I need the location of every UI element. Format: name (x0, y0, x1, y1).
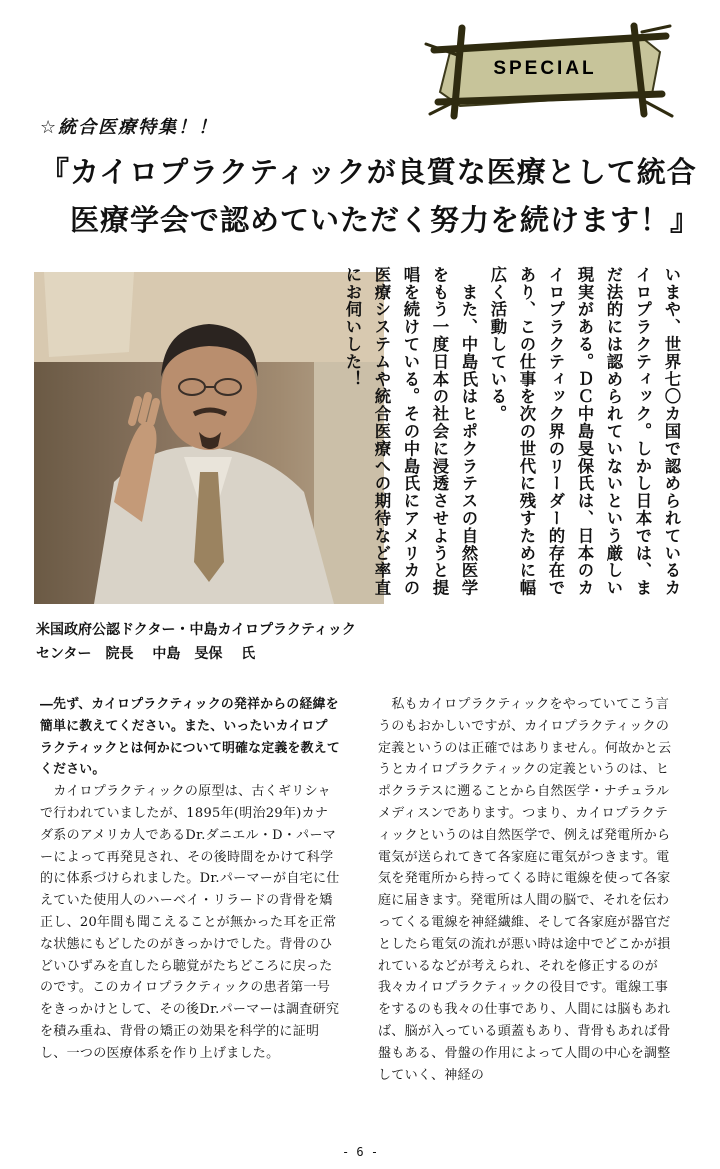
caption-line-2: センター 院長 中島 旻保 氏 (36, 646, 256, 662)
article-column-right (378, 694, 678, 1086)
lead-text (343, 266, 686, 602)
answer-left-text: カイロプラクティックの原型は、古くギリシャで行われていましたが、1895年(明治29年)カナダ系のアメリカ人であるDr.ダニエル・D・パーマーによって再発見され、その後時間をかけて科学的に体系づけられました。Dr.パーマーが自宅に仕えていた使用人のハーベイ・リラードの背骨を矯正し、20年間も聞こえることが無かった耳を正常な状態にもどしたのがきっかけでした。背骨のひどいひずみを直したら聴覚がたちどころに戻ったのです。このカイロプラクティックの患者第一号をきっかけとして、その後Dr.パーマーは調査研究を積み重ね、背骨の矯正の効果を科学的に証明し、一つの医療体系を作り上げました。 (40, 784, 340, 1061)
feature-kicker: ☆統合医療特集！！ (40, 117, 219, 138)
headline (40, 148, 700, 244)
headline-line-2: 医療学会で認めていただく努力を続けます！』 (70, 203, 701, 237)
page-number: - 6 - (341, 1145, 379, 1159)
lead-paragraph-2 (338, 266, 483, 602)
special-badge (420, 22, 675, 120)
headline-line-1: 『カイロプラクティックが良質な医療として統合 (40, 155, 697, 189)
portrait-photo (34, 272, 384, 604)
article-column-left (40, 694, 340, 1065)
answer-right-text: 私もカイロプラクティックをやっていてこう言うのもおかしいですが、カイロプラクティックの定義というのは正確ではありません。何故かと云うとカイロプラクティックの定義というのは、ヒポクラテスに遡ることから自然医学・ナチュラルメディスンであります。つまり、カイロプラクティックというのは自然医学で、例えば発電所から電気が送られてきて各家庭に電気がつきます。電気を発電所から持ってくる時に電線を使って各家庭に届きます。発電所は人間の脳で、それを伝わってくる電線を神経繊維、そして各家庭が器官だとしたら電気の流れが悪い時は途中でどこかが損れているなどが考えられ、それを修正するのが我々カイロプラクティックの役目です。電線工事をするのも我々の仕事であり、人間には脳もあれば、脳が入っている頭蓋もあり、背骨もあれば骨盤もある、骨盤の作用によって人間の中心を調整していく、神経の (378, 697, 672, 1083)
lead-paragraph-2-text: また、中島氏はヒポクラテスの自然医学をもう一度日本の社会に浸透させようと提唱を続けている。その中島氏にアメリカの医療システムや統合医療への期待など率直にお伺いした！ (343, 266, 478, 597)
photo-caption (36, 618, 396, 666)
answer-paragraph-left (40, 781, 340, 1064)
answer-paragraph-right (378, 694, 678, 1086)
lead-paragraph-1: いまや、世界七〇カ国で認められているカイロプラクティック。しかし日本では、まだ法的には認められていないという厳しい現実がある。ＤＣ中島旻保氏は、日本のカイロプラクティック界のリーダー的存在であり、この仕事を次の世代に残すために幅広く活動している。 (488, 266, 681, 597)
caption-line-1: 米国政府公認ドクター・中島カイロプラクティック (36, 622, 356, 638)
special-label: SPECIAL (493, 58, 597, 79)
person-illustration-icon (34, 272, 384, 604)
interview-question: ―先ず、カイロプラクティックの発祥からの経緯を簡単に教えてください。また、いったいカイロプラクティックとは何かについて明確な定義を教えてください。 (40, 697, 340, 778)
